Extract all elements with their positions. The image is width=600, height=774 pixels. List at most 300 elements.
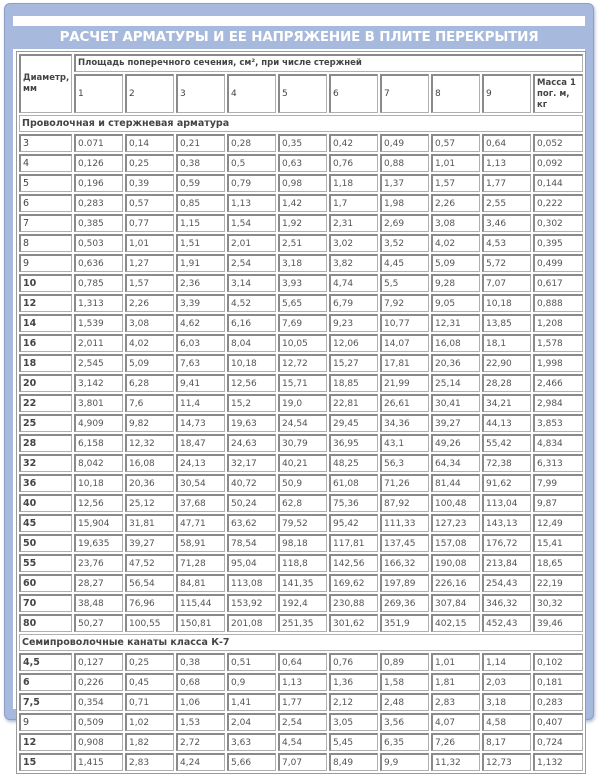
area-cell: 118,8 [278, 554, 327, 572]
bar-count-header: 5 [278, 74, 327, 113]
area-cell: 4,07 [431, 713, 480, 731]
area-cell: 10,18 [227, 354, 276, 372]
area-cell: 0,908 [74, 733, 123, 751]
area-cell: 1,82 [125, 733, 174, 751]
area-cell: 78,54 [227, 534, 276, 552]
area-cell: 113,04 [482, 494, 531, 512]
area-cell: 1,92 [278, 214, 327, 232]
table-row [19, 234, 583, 252]
area-cell: 31,81 [125, 514, 174, 532]
area-cell: 0,42 [329, 134, 378, 152]
area-cell: 0,88 [380, 154, 429, 172]
area-cell: 100,55 [125, 614, 174, 632]
area-cell: 0,39 [125, 174, 174, 192]
area-cell: 0,77 [125, 214, 174, 232]
area-cell: 6,16 [227, 314, 276, 332]
section-title: Семипроволочные канаты класса К-7 [19, 634, 583, 651]
mass-cell: 0,181 [533, 673, 583, 691]
mass-cell: 0,222 [533, 194, 583, 212]
area-cell: 0,57 [431, 134, 480, 152]
area-cell: 19,63 [227, 414, 276, 432]
area-cell: 25,14 [431, 374, 480, 392]
table-row [19, 394, 583, 412]
area-cell: 0,68 [176, 673, 225, 691]
section-row [19, 115, 583, 132]
area-cell: 1,7 [329, 194, 378, 212]
area-cell: 2,69 [380, 214, 429, 232]
area-cell: 4,74 [329, 274, 378, 292]
mass-cell: 0,724 [533, 733, 583, 751]
mass-cell: 1,578 [533, 334, 583, 352]
diameter-cell: 7 [19, 214, 72, 232]
mass-cell: 0,102 [533, 653, 583, 671]
area-cell: 3,93 [278, 274, 327, 292]
area-cell: 10,18 [74, 474, 123, 492]
table-row [19, 434, 583, 452]
area-cell: 4,62 [176, 314, 225, 332]
area-cell: 0,76 [329, 154, 378, 172]
diameter-cell: 12 [19, 733, 72, 751]
area-cell: 2,54 [227, 254, 276, 272]
area-cell: 10,05 [278, 334, 327, 352]
area-cell: 48,25 [329, 454, 378, 472]
area-cell: 0,196 [74, 174, 123, 192]
area-cell: 50,27 [74, 614, 123, 632]
frame-inner [13, 16, 585, 768]
table-row [19, 554, 583, 572]
area-cell: 44,13 [482, 414, 531, 432]
area-cell: 4,58 [482, 713, 531, 731]
area-cell: 307,84 [431, 594, 480, 612]
table-row [19, 494, 583, 512]
diameter-cell: 8 [19, 234, 72, 252]
area-cell: 0,385 [74, 214, 123, 232]
area-cell: 0,283 [74, 194, 123, 212]
area-cell: 2,72 [176, 733, 225, 751]
area-cell: 4,02 [125, 334, 174, 352]
diameter-cell: 5 [19, 174, 72, 192]
area-cell: 201,08 [227, 614, 276, 632]
area-cell: 176,72 [482, 534, 531, 552]
area-cell: 0,126 [74, 154, 123, 172]
area-cell: 0,59 [176, 174, 225, 192]
mass-cell: 0,617 [533, 274, 583, 292]
area-cell: 0,509 [74, 713, 123, 731]
mass-cell: 9,87 [533, 494, 583, 512]
area-cell: 6,158 [74, 434, 123, 452]
area-cell: 0,25 [125, 653, 174, 671]
area-cell: 1,27 [125, 254, 174, 272]
diameter-cell: 32 [19, 454, 72, 472]
area-cell: 6,28 [125, 374, 174, 392]
area-cell: 6,03 [176, 334, 225, 352]
area-cell: 6,79 [329, 294, 378, 312]
area-cell: 24,54 [278, 414, 327, 432]
table-row [19, 713, 583, 731]
area-cell: 137,45 [380, 534, 429, 552]
area-cell: 58,91 [176, 534, 225, 552]
area-cell: 143,13 [482, 514, 531, 532]
area-cell: 10,18 [482, 294, 531, 312]
area-cell: 5,45 [329, 733, 378, 751]
area-cell: 0,28 [227, 134, 276, 152]
area-cell: 36,95 [329, 434, 378, 452]
diameter-cell: 3 [19, 134, 72, 152]
area-cell: 100,48 [431, 494, 480, 512]
area-cell: 11,4 [176, 394, 225, 412]
area-cell: 12,72 [278, 354, 327, 372]
area-cell: 3,52 [380, 234, 429, 252]
mass-cell: 39,46 [533, 614, 583, 632]
area-cell: 23,76 [74, 554, 123, 572]
area-cell: 0,64 [278, 653, 327, 671]
area-cell: 32,17 [227, 454, 276, 472]
bar-count-header: 7 [380, 74, 429, 113]
area-cell: 301,62 [329, 614, 378, 632]
area-cell: 0.071 [74, 134, 123, 152]
area-cell: 169,62 [329, 574, 378, 592]
diameter-cell: 14 [19, 314, 72, 332]
area-cell: 2,04 [227, 713, 276, 731]
area-cell: 3,05 [329, 713, 378, 731]
area-cell: 15,71 [278, 374, 327, 392]
area-cell: 30,54 [176, 474, 225, 492]
area-cell: 12,06 [329, 334, 378, 352]
area-cell: 50,24 [227, 494, 276, 512]
area-cell: 81,44 [431, 474, 480, 492]
area-cell: 1,81 [431, 673, 480, 691]
table-row [19, 414, 583, 432]
mass-cell: 0,052 [533, 134, 583, 152]
area-cell: 25,12 [125, 494, 174, 512]
area-cell: 1,13 [482, 154, 531, 172]
area-cell: 0,85 [176, 194, 225, 212]
area-cell: 40,21 [278, 454, 327, 472]
mass-cell: 6,313 [533, 454, 583, 472]
area-cell: 1,01 [125, 234, 174, 252]
area-cell: 7,63 [176, 354, 225, 372]
area-cell: 76,96 [125, 594, 174, 612]
area-cell: 190,08 [431, 554, 480, 572]
area-cell: 9,82 [125, 414, 174, 432]
area-cell: 39,27 [431, 414, 480, 432]
diameter-cell: 12 [19, 294, 72, 312]
area-cell: 12,56 [74, 494, 123, 512]
area-cell: 9,23 [329, 314, 378, 332]
area-cell: 3,14 [227, 274, 276, 292]
area-cell: 111,33 [380, 514, 429, 532]
area-cell: 346,32 [482, 594, 531, 612]
table-row [19, 693, 583, 711]
table-row [19, 254, 583, 272]
area-cell: 2,26 [431, 194, 480, 212]
area-cell: 4,54 [278, 733, 327, 751]
diameter-cell: 22 [19, 394, 72, 412]
bar-count-header: 1 [74, 74, 123, 113]
area-cell: 5,65 [278, 294, 327, 312]
area-cell: 1,77 [278, 693, 327, 711]
area-cell: 3,02 [329, 234, 378, 252]
area-cell: 4,52 [227, 294, 276, 312]
mass-cell: 12,49 [533, 514, 583, 532]
area-cell: 24,13 [176, 454, 225, 472]
area-cell: 3,82 [329, 254, 378, 272]
diameter-cell: 6 [19, 194, 72, 212]
mass-cell: 1,132 [533, 753, 583, 771]
area-cell: 254,43 [482, 574, 531, 592]
area-cell: 7,07 [482, 274, 531, 292]
area-cell: 50,9 [278, 474, 327, 492]
area-cell: 2,54 [278, 713, 327, 731]
area-cell: 15,904 [74, 514, 123, 532]
area-cell: 10,77 [380, 314, 429, 332]
area-cell: 61,08 [329, 474, 378, 492]
area-cell: 150,81 [176, 614, 225, 632]
area-cell: 251,35 [278, 614, 327, 632]
area-cell: 1,15 [176, 214, 225, 232]
area-cell: 1,42 [278, 194, 327, 212]
table-row [19, 174, 583, 192]
area-cell: 7,92 [380, 294, 429, 312]
area-cell: 9,05 [431, 294, 480, 312]
bar-count-header: 3 [176, 74, 225, 113]
section-row [19, 634, 583, 651]
diameter-cell: 18 [19, 354, 72, 372]
area-cell: 0,127 [74, 653, 123, 671]
area-cell: 18,47 [176, 434, 225, 452]
area-cell: 1,13 [278, 673, 327, 691]
area-cell: 22,90 [482, 354, 531, 372]
table-row [19, 274, 583, 292]
mass-cell: 2,466 [533, 374, 583, 392]
area-cell: 142,56 [329, 554, 378, 572]
diameter-cell: 15 [19, 753, 72, 771]
area-cell: 49,26 [431, 434, 480, 452]
area-cell: 3,63 [227, 733, 276, 751]
area-cell: 20,36 [431, 354, 480, 372]
area-cell: 34,21 [482, 394, 531, 412]
mass-cell: 1,998 [533, 354, 583, 372]
area-cell: 30,41 [431, 394, 480, 412]
area-cell: 2,545 [74, 354, 123, 372]
area-cell: 2,83 [431, 693, 480, 711]
section-title: Проволочная и стержневая арматура [19, 115, 583, 132]
area-cell: 2,12 [329, 693, 378, 711]
area-cell: 18,85 [329, 374, 378, 392]
area-cell: 3,18 [482, 693, 531, 711]
area-cell: 1,51 [176, 234, 225, 252]
diameter-cell: 4 [19, 154, 72, 172]
diameter-cell: 60 [19, 574, 72, 592]
area-cell: 56,3 [380, 454, 429, 472]
area-cell: 28,27 [74, 574, 123, 592]
area-cell: 117,81 [329, 534, 378, 552]
table-row [19, 134, 583, 152]
area-cell: 4,909 [74, 414, 123, 432]
area-cell: 28,28 [482, 374, 531, 392]
mass-cell: 3,853 [533, 414, 583, 432]
area-cell: 1,01 [431, 154, 480, 172]
area-cell: 15,2 [227, 394, 276, 412]
area-cell: 18,1 [482, 334, 531, 352]
diameter-cell: 70 [19, 594, 72, 612]
area-cell: 15,27 [329, 354, 378, 372]
top-strip [13, 16, 585, 26]
area-cell: 95,42 [329, 514, 378, 532]
table-row [19, 653, 583, 671]
area-cell: 72,38 [482, 454, 531, 472]
area-cell: 1,06 [176, 693, 225, 711]
area-cell: 2,48 [380, 693, 429, 711]
mass-cell: 0,888 [533, 294, 583, 312]
area-cell: 2,31 [329, 214, 378, 232]
area-cell: 0,785 [74, 274, 123, 292]
area-cell: 12,73 [482, 753, 531, 771]
diameter-cell: 25 [19, 414, 72, 432]
area-cell: 0,45 [125, 673, 174, 691]
mass-cell: 30,32 [533, 594, 583, 612]
area-cell: 5,09 [125, 354, 174, 372]
area-cell: 79,52 [278, 514, 327, 532]
bar-count-header: 9 [482, 74, 531, 113]
table-row [19, 374, 583, 392]
area-cell: 1,01 [431, 653, 480, 671]
area-cell: 22,81 [329, 394, 378, 412]
bar-count-header: 2 [125, 74, 174, 113]
area-cell: 8,17 [482, 733, 531, 751]
area-cell: 29,45 [329, 414, 378, 432]
area-cell: 19,0 [278, 394, 327, 412]
area-cell: 9,9 [380, 753, 429, 771]
table-row [19, 194, 583, 212]
area-cell: 0,9 [227, 673, 276, 691]
area-cell: 6,35 [380, 733, 429, 751]
mass-cell: 0,144 [533, 174, 583, 192]
mass-cell: 4,834 [533, 434, 583, 452]
mass-header: Масса 1 пог. м, кг [533, 74, 583, 113]
area-cell: 0,89 [380, 653, 429, 671]
area-cell: 2,011 [74, 334, 123, 352]
area-cell: 14,73 [176, 414, 225, 432]
area-cell: 0,5 [227, 154, 276, 172]
mass-cell: 0,407 [533, 713, 583, 731]
area-cell: 38,48 [74, 594, 123, 612]
bar-count-header: 8 [431, 74, 480, 113]
diameter-cell: 40 [19, 494, 72, 512]
area-cell: 14,07 [380, 334, 429, 352]
table-row [19, 534, 583, 552]
area-cell: 3,801 [74, 394, 123, 412]
mass-cell: 0,283 [533, 693, 583, 711]
diameter-cell: 4,5 [19, 653, 72, 671]
area-cell: 75,36 [329, 494, 378, 512]
diameter-cell: 36 [19, 474, 72, 492]
area-cell: 55,42 [482, 434, 531, 452]
area-cell: 9,28 [431, 274, 480, 292]
area-cell: 21,99 [380, 374, 429, 392]
area-cell: 197,89 [380, 574, 429, 592]
area-cell: 5,09 [431, 254, 480, 272]
area-cell: 3,39 [176, 294, 225, 312]
area-cell: 24,63 [227, 434, 276, 452]
area-cell: 71,26 [380, 474, 429, 492]
table-row [19, 753, 583, 771]
area-cell: 0,503 [74, 234, 123, 252]
area-cell: 95,04 [227, 554, 276, 572]
area-cell: 166,32 [380, 554, 429, 572]
area-cell: 71,28 [176, 554, 225, 572]
page-frame [4, 3, 594, 768]
diameter-cell: 28 [19, 434, 72, 452]
diameter-cell: 50 [19, 534, 72, 552]
area-cell: 192,4 [278, 594, 327, 612]
area-cell: 13,85 [482, 314, 531, 332]
area-cell: 7,26 [431, 733, 480, 751]
area-cell: 39,27 [125, 534, 174, 552]
content-area [13, 49, 585, 768]
area-cell: 4,24 [176, 753, 225, 771]
area-cell: 20,36 [125, 474, 174, 492]
area-cell: 115,44 [176, 594, 225, 612]
area-cell: 230,88 [329, 594, 378, 612]
diameter-header: Диаметр, мм [19, 54, 72, 113]
area-cell: 91,62 [482, 474, 531, 492]
area-cell: 40,72 [227, 474, 276, 492]
area-group-header: Площадь поперечного сечения, см², при числе стержней [74, 54, 583, 72]
area-cell: 269,36 [380, 594, 429, 612]
area-cell: 351,9 [380, 614, 429, 632]
area-cell: 1,36 [329, 673, 378, 691]
area-cell: 2,26 [125, 294, 174, 312]
area-cell: 1,91 [176, 254, 225, 272]
area-cell: 7,69 [278, 314, 327, 332]
area-cell: 0,76 [329, 653, 378, 671]
area-cell: 37,68 [176, 494, 225, 512]
table-row [19, 614, 583, 632]
area-cell: 9,41 [176, 374, 225, 392]
area-cell: 84,81 [176, 574, 225, 592]
area-cell: 0,64 [482, 134, 531, 152]
table-row [19, 673, 583, 691]
area-cell: 1,41 [227, 693, 276, 711]
table-row [19, 334, 583, 352]
table-row [19, 594, 583, 612]
area-cell: 0,226 [74, 673, 123, 691]
area-cell: 0,79 [227, 174, 276, 192]
area-cell: 3,142 [74, 374, 123, 392]
area-cell: 0,38 [176, 154, 225, 172]
table-row [19, 733, 583, 751]
area-cell: 127,23 [431, 514, 480, 532]
area-cell: 4,02 [431, 234, 480, 252]
area-cell: 1,02 [125, 713, 174, 731]
mass-cell: 22,19 [533, 574, 583, 592]
area-cell: 30,79 [278, 434, 327, 452]
area-cell: 56,54 [125, 574, 174, 592]
area-cell: 0,63 [278, 154, 327, 172]
area-cell: 0,71 [125, 693, 174, 711]
table-row [19, 474, 583, 492]
area-cell: 3,46 [482, 214, 531, 232]
area-cell: 0,51 [227, 653, 276, 671]
mass-cell: 0,499 [533, 254, 583, 272]
table-row [19, 154, 583, 172]
mass-cell: 0,302 [533, 214, 583, 232]
area-cell: 12,56 [227, 374, 276, 392]
area-cell: 1,539 [74, 314, 123, 332]
area-cell: 7,07 [278, 753, 327, 771]
header-row-2 [19, 74, 583, 113]
